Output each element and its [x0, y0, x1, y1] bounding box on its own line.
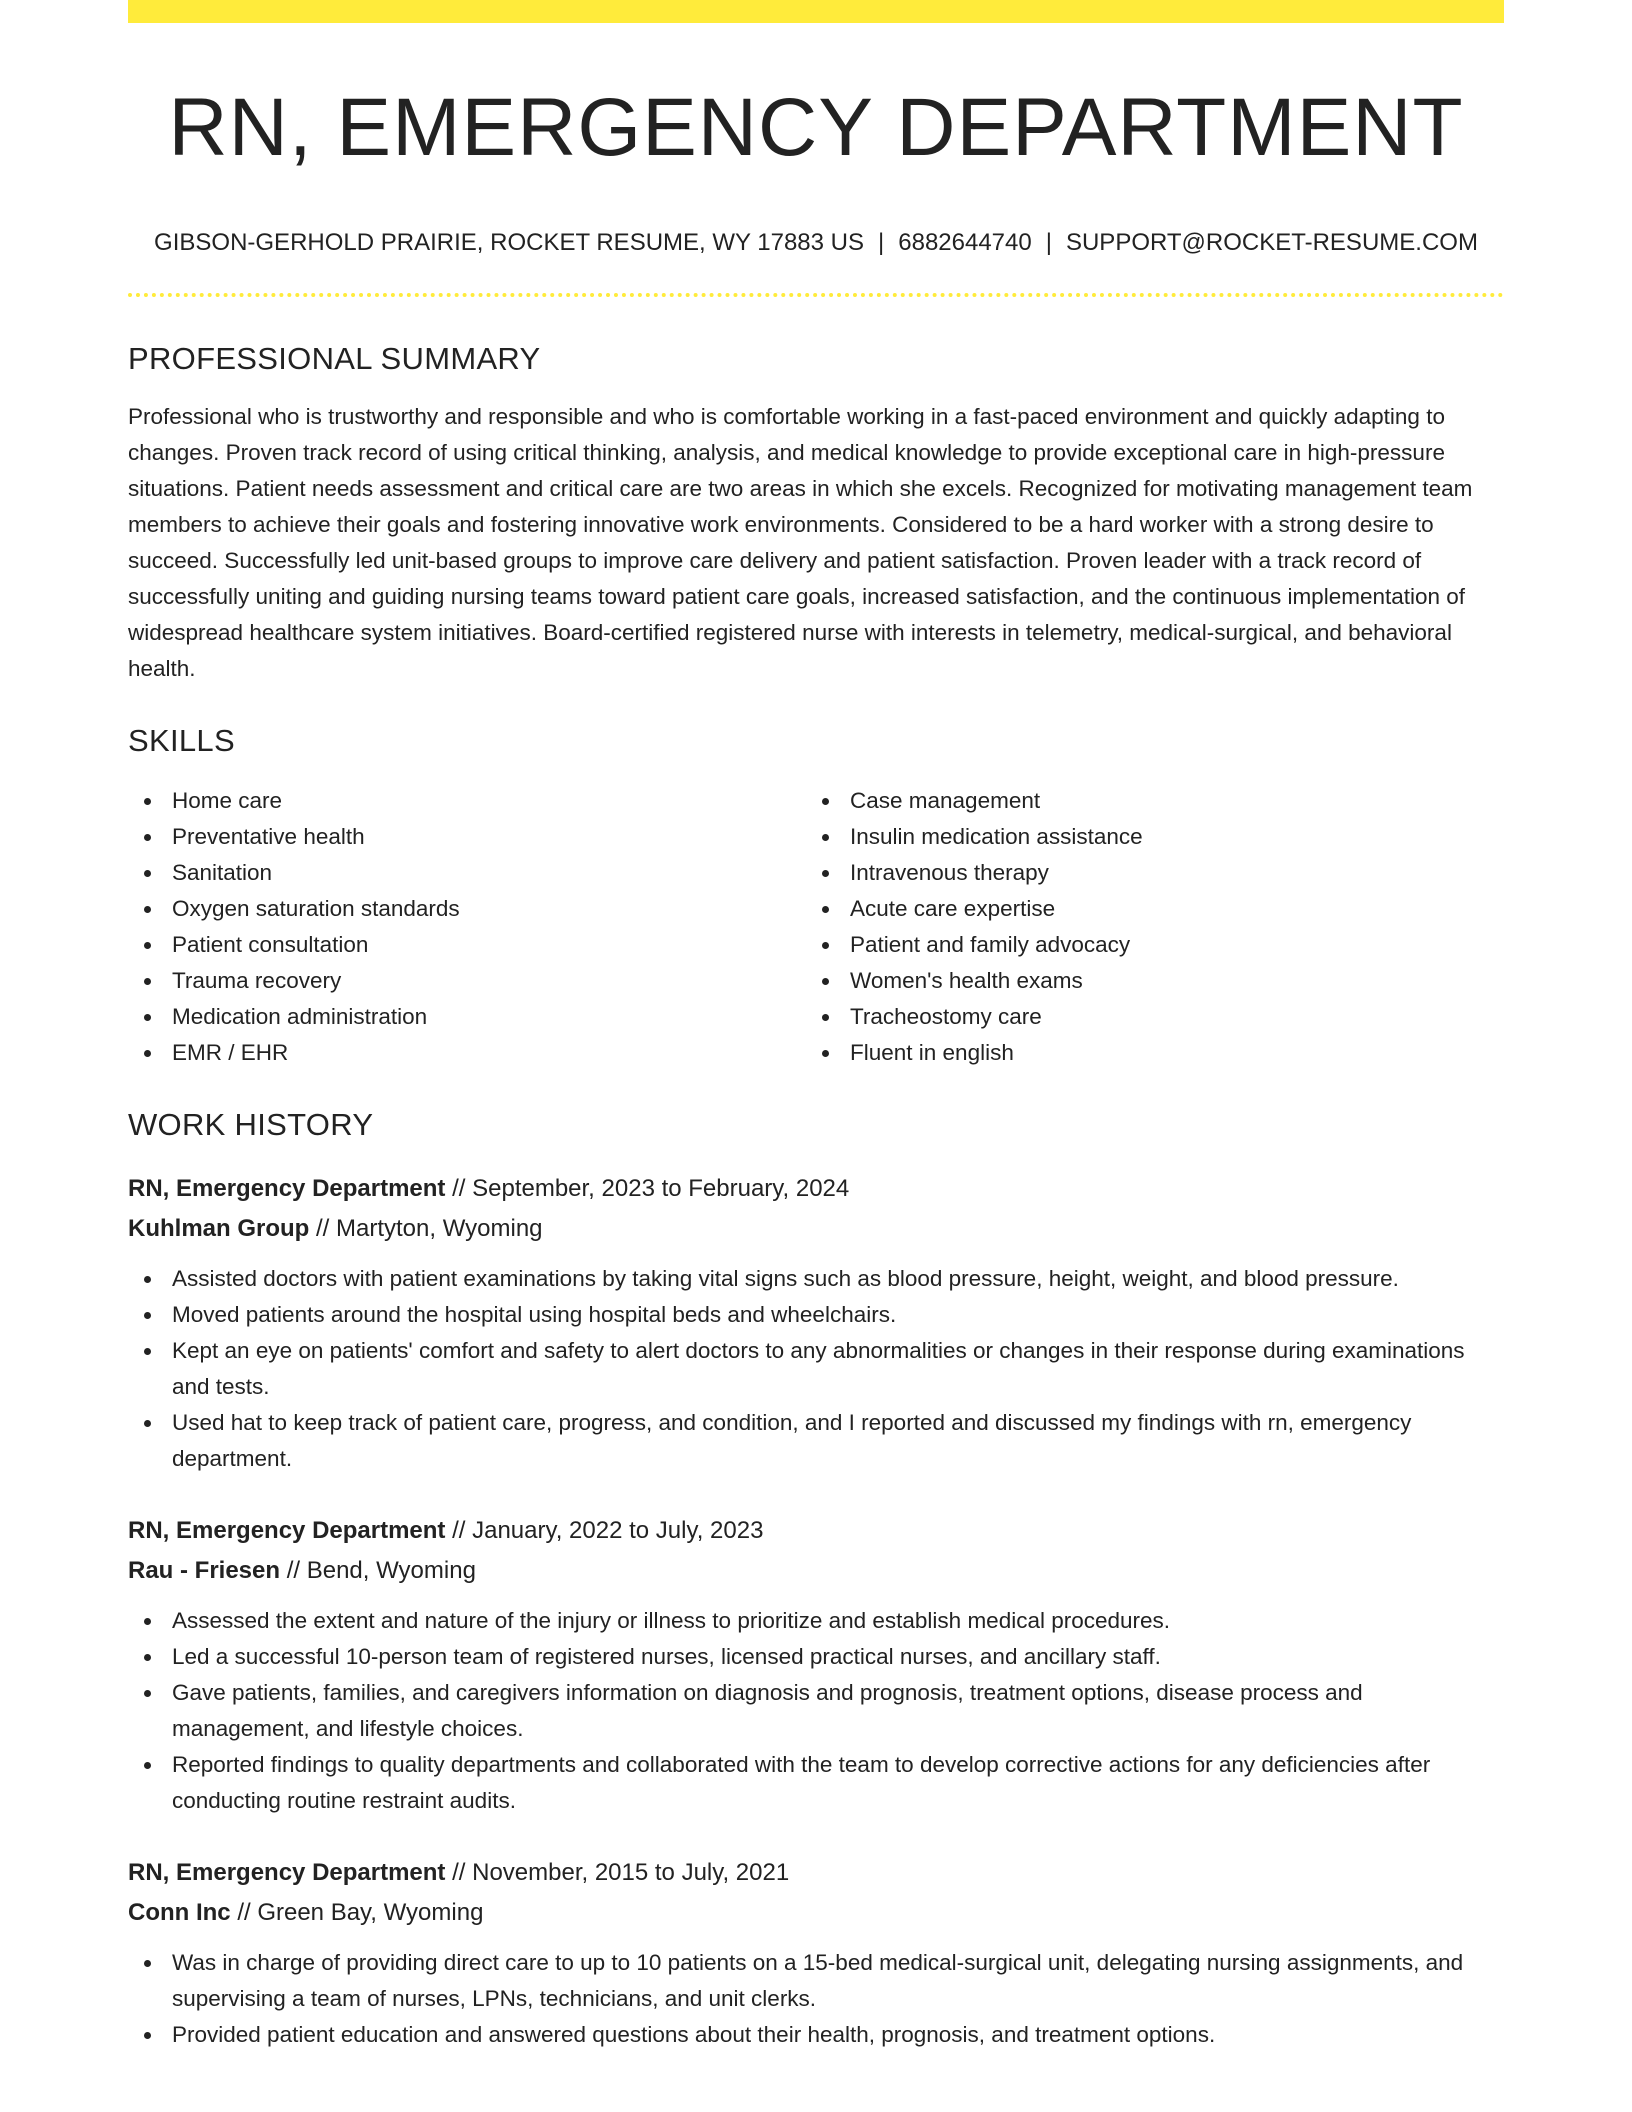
job-bullet: Moved patients around the hospital using hospital beds and wheelchairs.: [128, 1297, 1504, 1333]
skill-item: EMR / EHR: [128, 1035, 806, 1071]
job-company-line: [128, 1209, 1504, 1249]
skill-item: Women's health exams: [806, 963, 1484, 999]
job-dates: // November, 2015 to July, 2021: [445, 1859, 790, 1887]
job-role: RN, Emergency Department: [128, 1517, 446, 1545]
skill-item: Sanitation: [128, 855, 806, 891]
job-bullet: Gave patients, families, and caregivers information on diagnosis and prognosis, treatment options, disease process and management, and lifestyle choices.: [128, 1675, 1504, 1747]
job-bullet: Assisted doctors with patient examinations by taking vital signs such as blood pressure, height, weight, and blood pressure.: [128, 1261, 1504, 1297]
job-bullet: Assessed the extent and nature of the injury or illness to prioritize and establish medical procedures.: [128, 1603, 1504, 1639]
work-history-heading: WORK HISTORY: [128, 1107, 374, 1143]
contact-email: SUPPORT@ROCKET-RESUME.COM: [1065, 229, 1478, 257]
job-location: // Green Bay, Wyoming: [230, 1899, 484, 1927]
job-role: RN, Emergency Department: [128, 1175, 446, 1203]
job-entry: [128, 1169, 1504, 1477]
job-title-line: [128, 1511, 1504, 1551]
job-company: Kuhlman Group: [128, 1215, 310, 1243]
summary-text: Professional who is trustworthy and responsible and who is comfortable working in a fast-paced environment and quickly adapting to changes. Proven track record of using critical thinking, analysis, and medical knowledge to provide exceptional care in high-pressure situations. Patient needs assessment and critical care are two areas in which she excels. Recognized for motivating management team members to achieve their goals and fostering innovative work environments. Considered to be a hard worker with a strong desire to succeed. Successfully led unit-based groups to improve care delivery and patient satisfaction. Proven leader with a track record of successfully uniting and guiding nursing teams toward patient care goals, increased satisfaction, and the continuous implementation of widespread healthcare system initiatives. Board-certified registered nurse with interests in telemetry, medical-surgical, and behavioral health.: [128, 404, 1473, 682]
skill-item: Preventative health: [128, 819, 806, 855]
skill-item: Patient and family advocacy: [806, 927, 1484, 963]
skill-item: Tracheostomy care: [806, 999, 1484, 1035]
summary-heading: PROFESSIONAL SUMMARY: [128, 341, 541, 377]
job-entry: [128, 1853, 1504, 2053]
resume-page: [128, 0, 1504, 2053]
job-bullets: [128, 1945, 1504, 2053]
job-title-line: [128, 1853, 1504, 1893]
job-bullet: Kept an eye on patients' comfort and safety to alert doctors to any abnormalities or changes in their response during examinations and tests.: [128, 1333, 1504, 1405]
job-location: // Martyton, Wyoming: [309, 1215, 543, 1243]
skill-item: Oxygen saturation standards: [128, 891, 806, 927]
skill-item: Case management: [806, 783, 1484, 819]
job-bullet: Reported findings to quality departments and collaborated with the team to develop corrective actions for any deficiencies after conducting routine restraint audits.: [128, 1747, 1504, 1819]
contact-separator: |: [1045, 229, 1052, 257]
skill-item: Intravenous therapy: [806, 855, 1484, 891]
contact-address: GIBSON-GERHOLD PRAIRIE, ROCKET RESUME, WY 17883 US: [154, 229, 865, 257]
job-company-line: [128, 1893, 1504, 1933]
skill-item: Patient consultation: [128, 927, 806, 963]
job-bullet: Was in charge of providing direct care to up to 10 patients on a 15-bed medical-surgical unit, delegating nursing assignments, and supervising a team of nurses, LPNs, technicians, and unit clerks.: [128, 1945, 1504, 2017]
job-bullets: [128, 1261, 1504, 1477]
skill-item: Home care: [128, 783, 806, 819]
skill-item: Insulin medication assistance: [806, 819, 1484, 855]
skills-grid: [128, 783, 1504, 1071]
job-role: RN, Emergency Department: [128, 1859, 446, 1887]
skill-item: Acute care expertise: [806, 891, 1484, 927]
job-company: Rau - Friesen: [128, 1557, 281, 1585]
job-bullets: [128, 1603, 1504, 1819]
accent-top-bar: [128, 0, 1504, 23]
skill-item: Trauma recovery: [128, 963, 806, 999]
skill-item: Medication administration: [128, 999, 806, 1035]
skills-column-right: [806, 783, 1484, 1071]
resume-title: RN, EMERGENCY DEPARTMENT: [168, 82, 1464, 173]
job-title-line: [128, 1169, 1504, 1209]
job-company: Conn Inc: [128, 1899, 231, 1927]
skill-item: Fluent in english: [806, 1035, 1484, 1071]
job-dates: // January, 2022 to July, 2023: [445, 1517, 764, 1545]
contact-line: [128, 229, 1504, 257]
job-entry: [128, 1511, 1504, 1819]
skills-heading: SKILLS: [128, 723, 235, 759]
job-bullet: Used hat to keep track of patient care, progress, and condition, and I reported and discussed my findings with rn, emergency department.: [128, 1405, 1504, 1477]
contact-separator: |: [878, 229, 885, 257]
contact-phone: 6882644740: [898, 229, 1032, 257]
job-dates: // September, 2023 to February, 2024: [445, 1175, 850, 1203]
job-location: // Bend, Wyoming: [280, 1557, 476, 1585]
dotted-divider: [128, 293, 1504, 297]
job-bullet: Provided patient education and answered questions about their health, prognosis, and treatment options.: [128, 2017, 1504, 2053]
job-company-line: [128, 1551, 1504, 1591]
skills-column-left: [128, 783, 806, 1071]
job-bullet: Led a successful 10-person team of registered nurses, licensed practical nurses, and ancillary staff.: [128, 1639, 1504, 1675]
